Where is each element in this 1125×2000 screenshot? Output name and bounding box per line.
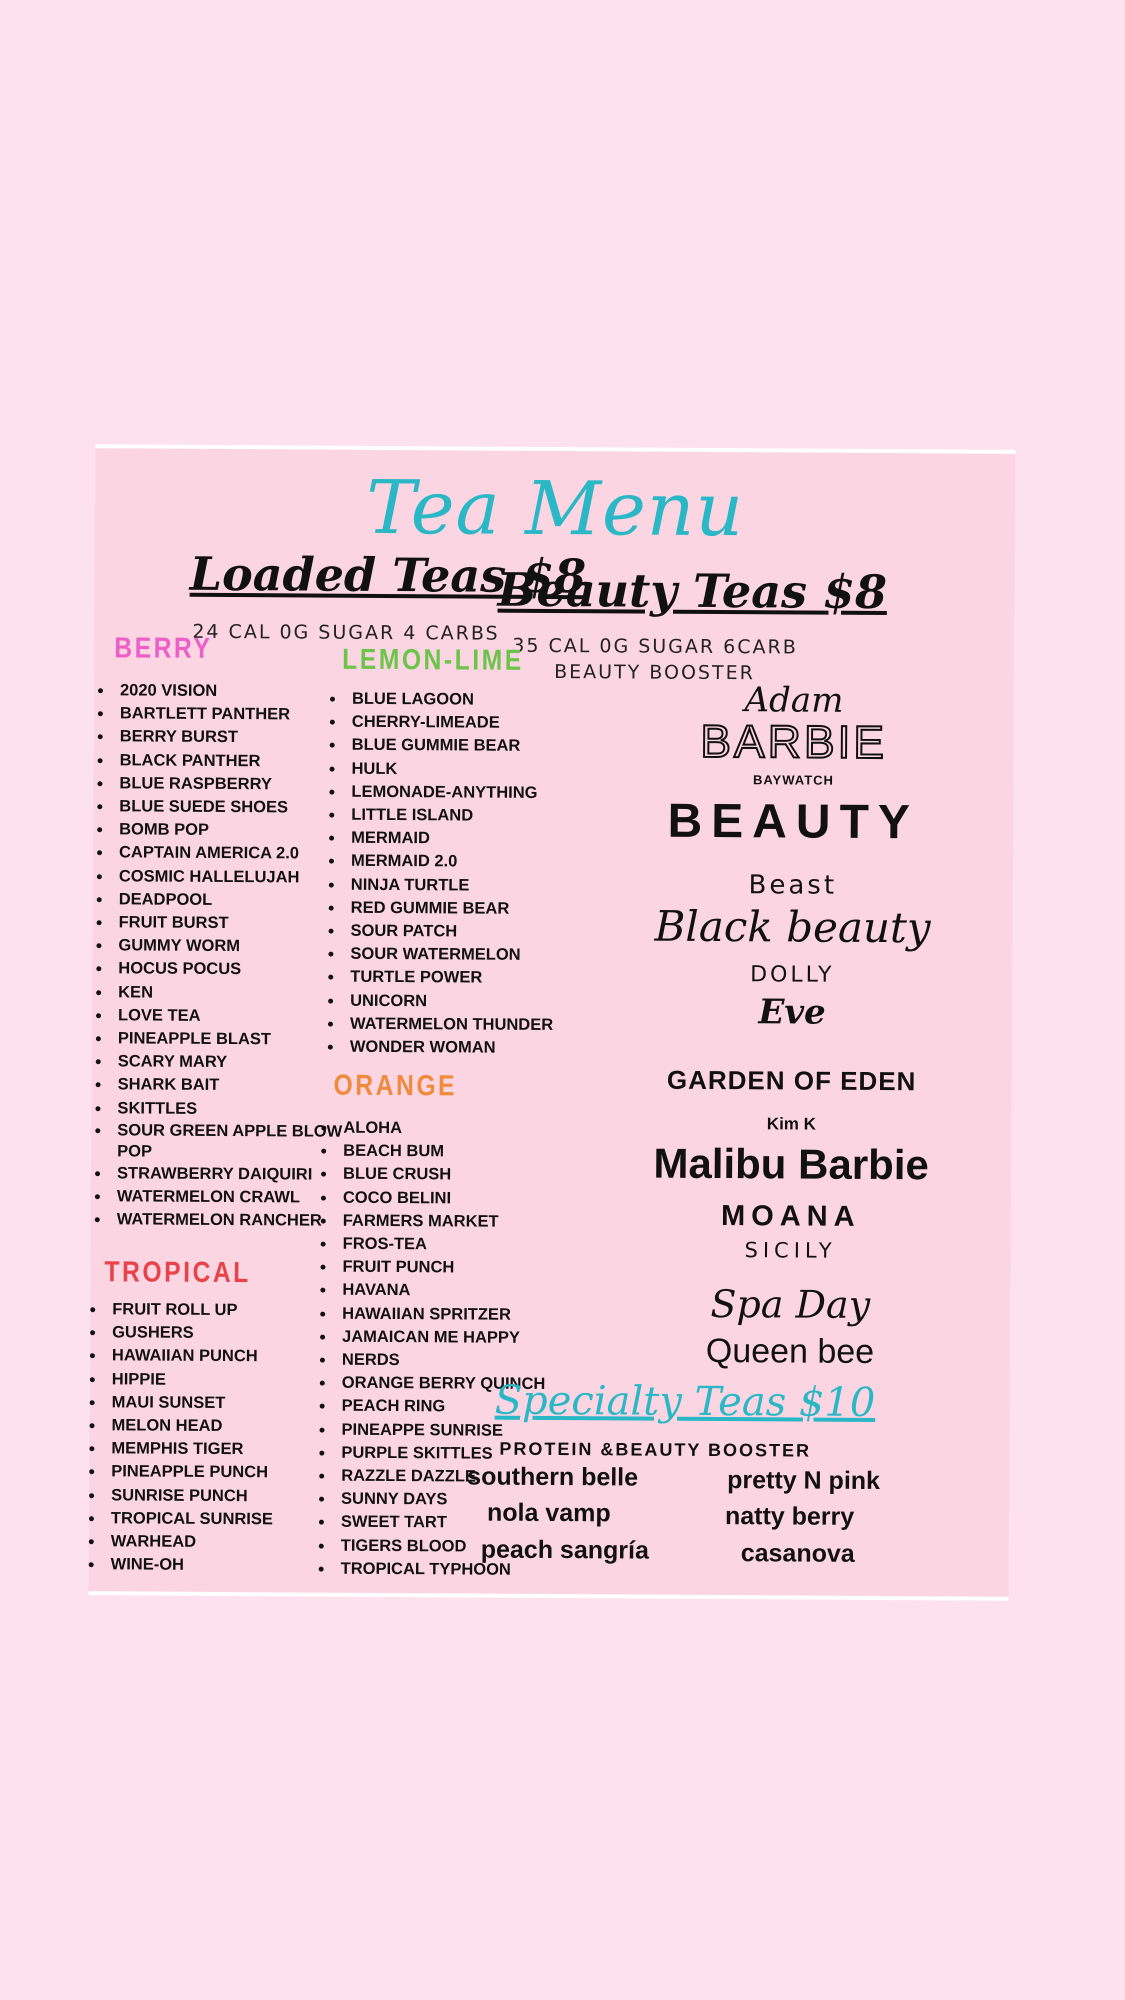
lemon-lime-item: • WATERMELON THUNDER	[344, 1013, 553, 1037]
lemon-lime-item: • HULK	[345, 757, 554, 781]
lemon-lime-item: • RED GUMMIE BEAR	[345, 897, 554, 921]
lemon-lime-item: • BLUE LAGOON	[346, 688, 555, 712]
specialty-item: southern belle	[467, 1462, 639, 1492]
berry-item: • 2020 VISION	[114, 679, 350, 704]
orange-item: • FARMERS MARKET	[337, 1210, 547, 1234]
tropical-list	[79, 1298, 275, 1578]
specialty-item: nola vamp	[486, 1498, 611, 1528]
beauty-item-beauty: BEAUTY	[667, 794, 920, 850]
orange-item: • SWEET TART	[335, 1511, 545, 1535]
berry-item: • BOMB POP	[113, 819, 349, 844]
orange-item: • FRUIT PUNCH	[336, 1256, 546, 1280]
category-tropical: TROPICAL	[104, 1256, 251, 1290]
specialty-item: casanova	[740, 1539, 855, 1568]
tropical-item: • MELON HEAD	[105, 1414, 273, 1438]
beauty-item-queen-bee: Queen bee	[705, 1331, 875, 1371]
tropical-item: • HIPPIE	[106, 1368, 274, 1392]
lemon-lime-item: • LITTLE ISLAND	[345, 804, 554, 828]
loaded-teas-stats: 24 CAL 0G SUGAR 4 CARBS	[192, 620, 500, 645]
tropical-item: • WARHEAD	[105, 1530, 273, 1554]
orange-item: • TROPICAL TYPHOON	[335, 1558, 545, 1582]
berry-item: • WATERMELON RANCHER	[111, 1209, 347, 1234]
category-berry: BERRY	[114, 632, 213, 665]
specialty-teas-heading: Specialty Teas $10	[494, 1377, 876, 1426]
lemon-lime-item: • NINJA TURTLE	[345, 873, 554, 897]
berry-item: • BARTLETT PANTHER	[114, 703, 350, 728]
berry-item: • BERRY BURST	[114, 726, 350, 751]
orange-item: • PINEAPPE SUNRISE	[335, 1418, 545, 1442]
beauty-item-moana: MOANA	[720, 1200, 861, 1233]
orange-item: • JAMAICAN ME HAPPY	[336, 1326, 546, 1350]
berry-item: • COSMIC HALLELUJAH	[113, 865, 349, 890]
orange-item: • PEACH RING	[336, 1395, 546, 1419]
berry-item: • FRUIT BURST	[113, 911, 349, 936]
orange-item: • HAVANA	[336, 1279, 546, 1303]
berry-item: • CAPTAIN AMERICA 2.0	[113, 842, 349, 867]
category-orange: ORANGE	[333, 1069, 458, 1103]
beauty-teas-stats: 35 CAL 0G SUGAR 6CARB	[512, 634, 798, 659]
specialty-item: pretty N pink	[727, 1466, 881, 1496]
berry-item: • LOVE TEA	[112, 1004, 348, 1029]
berry-item: • DEADPOOL	[113, 888, 349, 913]
orange-item: • PURPLE SKITTLES	[335, 1442, 545, 1466]
menu-title: Tea Menu	[365, 464, 745, 554]
orange-item: • FROS-TEA	[337, 1233, 547, 1257]
beauty-item-eve: Eve	[758, 992, 826, 1033]
tropical-item: • FRUIT ROLL UP	[106, 1298, 274, 1322]
beauty-item-baywatch: BAYWATCH	[752, 772, 834, 788]
berry-item: • SHARK BAIT	[112, 1074, 348, 1099]
beauty-booster-label: BEAUTY BOOSTER	[554, 661, 755, 685]
berry-item: • STRAWBERRY DAIQUIRI	[111, 1162, 347, 1187]
berry-item: • WATERMELON CRAWL	[111, 1185, 347, 1210]
lemon-lime-item: • LEMONADE-ANYTHING	[345, 781, 554, 805]
berry-item: • GUMMY WORM	[112, 935, 348, 960]
tropical-item: • GUSHERS	[106, 1321, 274, 1345]
tropical-item: • HAWAIIAN PUNCH	[106, 1345, 274, 1369]
beauty-item-kim-k: Kim K	[766, 1114, 817, 1134]
lemon-lime-item: • MERMAID	[345, 827, 554, 851]
lemon-lime-item: • MERMAID 2.0	[345, 850, 554, 874]
lemon-lime-item: • UNICORN	[344, 989, 553, 1013]
orange-item: • HAWAIIAN SPRITZER	[336, 1302, 546, 1326]
tropical-item: • WINE-OH	[105, 1554, 273, 1578]
beauty-item-malibu-barbie: Malibu Barbie	[653, 1139, 929, 1189]
lemon-lime-item: • WONDER WOMAN	[344, 1036, 553, 1060]
beauty-item-barbie: BARBIE	[700, 714, 888, 769]
beauty-item-beast: Beast	[748, 870, 838, 901]
beauty-item-spa-day: Spa Day	[710, 1281, 871, 1327]
orange-item: • SUNNY DAYS	[335, 1488, 545, 1512]
berry-item: • SKITTLES	[111, 1097, 347, 1122]
beauty-item-garden-of-eden: GARDEN OF EDEN	[666, 1064, 917, 1097]
berry-item: • BLUE RASPBERRY	[113, 772, 349, 797]
orange-item: • BEACH BUM	[337, 1140, 547, 1164]
lemon-lime-item: • SOUR WATERMELON	[344, 943, 553, 967]
lemon-lime-item: • TURTLE POWER	[344, 966, 553, 990]
loaded-teas-heading: Loaded Teas $8	[189, 546, 587, 604]
lemon-lime-item: • BLUE GUMMIE BEAR	[346, 734, 555, 758]
berry-item: • HOCUS POCUS	[112, 958, 348, 983]
berry-item: • BLACK PANTHER	[114, 749, 350, 774]
orange-item: • ORANGE BERRY QUINCH	[336, 1372, 546, 1396]
tropical-item: • MEMPHIS TIGER	[105, 1437, 273, 1461]
beauty-item-sicily: SICILY	[744, 1238, 837, 1263]
lemon-lime-item: • SOUR PATCH	[344, 920, 553, 944]
beauty-item-adam: Adam	[744, 680, 844, 721]
specialty-item: peach sangría	[480, 1535, 650, 1565]
orange-item: • NERDS	[336, 1349, 546, 1373]
tropical-item: • SUNRISE PUNCH	[105, 1484, 273, 1508]
berry-item: • BLUE SUEDE SHOES	[113, 795, 349, 820]
orange-item: • BLUE CRUSH	[337, 1163, 547, 1187]
beauty-item-black-beauty: Black beauty	[654, 901, 931, 953]
beauty-teas-heading: Beauty Teas $8	[497, 562, 888, 620]
tropical-item: • TROPICAL SUNRISE	[105, 1507, 273, 1531]
beauty-item-dolly: DOLLY	[750, 962, 835, 988]
lemon-lime-list	[318, 688, 555, 1061]
lemon-lime-item: • CHERRY-LIMEADE	[346, 711, 555, 735]
tropical-item: • MAUI SUNSET	[106, 1391, 274, 1415]
specialty-booster-label: PROTEIN &BEAUTY BOOSTER	[499, 1438, 812, 1461]
category-lemon-lime: LEMON-LIME	[342, 643, 524, 677]
berry-item: • PINEAPPLE BLAST	[112, 1027, 348, 1052]
orange-item: • RAZZLE DAZZLE	[335, 1465, 545, 1489]
berry-item: • KEN	[112, 981, 348, 1006]
berry-item: • SCARY MARY	[112, 1051, 348, 1076]
tropical-item: • PINEAPPLE PUNCH	[105, 1461, 273, 1485]
orange-item: • ALOHA	[337, 1117, 547, 1141]
berry-item: • SOUR GREEN APPLE BLOW POP	[111, 1120, 347, 1163]
orange-item: • COCO BELINI	[337, 1186, 547, 1210]
orange-item: • TIGERS BLOOD	[335, 1534, 545, 1558]
specialty-item: natty berry	[724, 1502, 855, 1531]
menu-card	[88, 444, 1015, 1601]
